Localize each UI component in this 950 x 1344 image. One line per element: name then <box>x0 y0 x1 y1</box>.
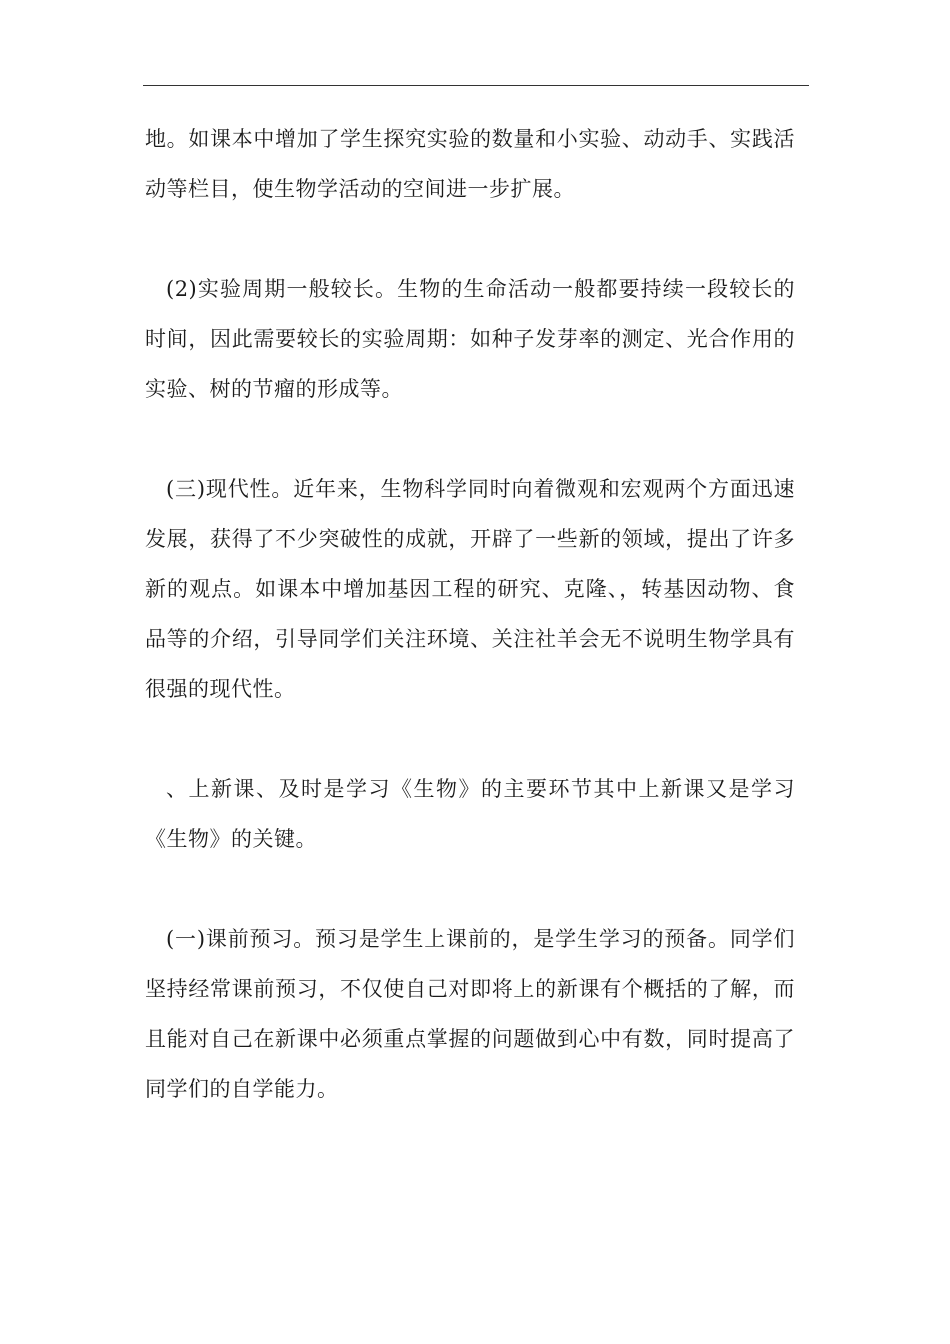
document-body <box>145 114 795 1114</box>
paragraph-experiment-period: (2)实验周期一般较长。生物的生命活动一般都要持续一段较长的时间，因此需要较长的实验周期：如种子发芽率的测定、光合作用的实验、树的节瘤的形成等。 <box>145 277 795 401</box>
paragraph-continuation: 地。如课本中增加了学生探究实验的数量和小实验、动动手、实践活动等栏目，使生物学活动的空间进一步扩展。 <box>145 127 795 201</box>
paragraph-new-lessons: 、上新课、及时是学习《生物》的主要环节其中上新课又是学习《生物》的关键。 <box>145 777 795 851</box>
paragraph-modernity: (三)现代性。近年来，生物科学同时向着微观和宏观两个方面迅速发展，获得了不少突破性的成就，开辟了一些新的领域，提出了许多新的观点。如课本中增加基因工程的研究、克隆、，转基因动物、食品等的介绍，引导同学们关注环境、关注社羊会无不说明生物学具有很强的现代性。 <box>145 477 795 701</box>
header-divider <box>143 85 809 86</box>
paragraph-preview: (一)课前预习。预习是学生上课前的，是学生学习的预备。同学们坚持经常课前预习，不仅使自己对即将上的新课有个概括的了解，而且能对自己在新课中必须重点掌握的问题做到心中有数，同时提高了同学们的自学能力。 <box>145 927 795 1101</box>
